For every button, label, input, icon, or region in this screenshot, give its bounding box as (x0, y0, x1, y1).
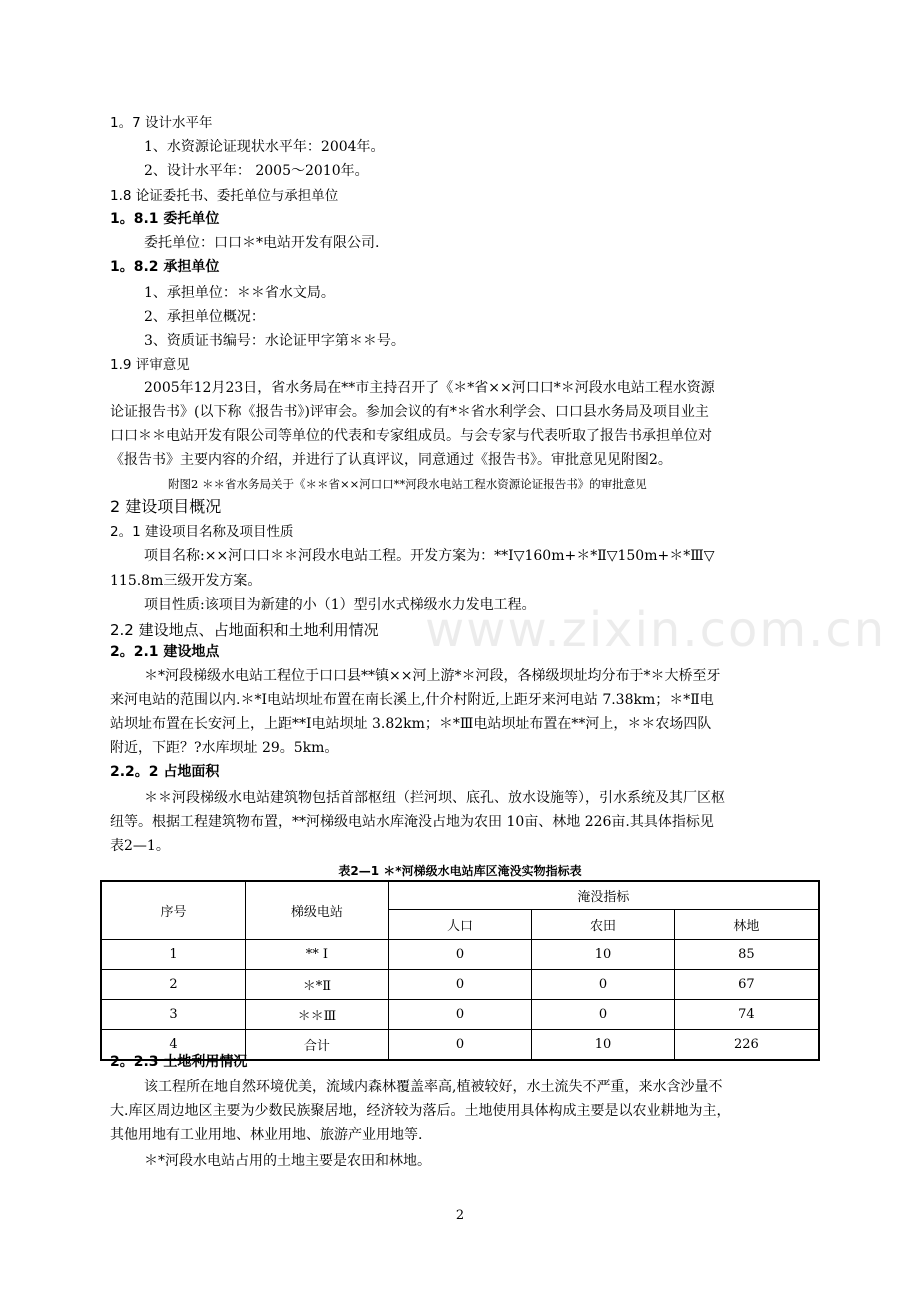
heading-1-7: 1。7 设计水平年 (110, 115, 213, 131)
table-header-row (101, 881, 819, 910)
header-population: 人口 (388, 910, 532, 940)
cell-forest: 226 (674, 1030, 819, 1061)
watermark: www.zixin.com.cn (425, 602, 887, 658)
header-station: 梯级电站 (246, 881, 389, 940)
heading-1-8-1: 1。8.1 委托单位 (110, 211, 220, 227)
header-inundation: 淹没指标 (388, 881, 819, 910)
heading-1-8-2: 1。8.2 承担单位 (110, 259, 220, 275)
cell-forest: 85 (674, 940, 819, 970)
cell-population: 0 (388, 1000, 532, 1030)
paragraph: 115.8m三级开发方案。 (110, 573, 262, 589)
heading-2-2: 2.2 建设地点、占地面积和土地利用情况 (110, 621, 379, 639)
heading-2-1: 2。1 建设项目名称及项目性质 (110, 524, 294, 540)
paragraph: 站坝址布置在长安河上，上距**Ⅰ电站坝址 3.82km；＊*Ⅲ电站坝址布置在**河上，＊＊农场四队 (110, 716, 712, 732)
paragraph: 1、承担单位：＊＊省水文局。 (144, 285, 335, 301)
cell-station: 合计 (246, 1030, 389, 1061)
paragraph: 大.库区周边地区主要为少数民族聚居地，经济较为落后。土地使用具体构成主要是以农业耕地为主， (110, 1103, 731, 1119)
cell-station: ＊＊Ⅲ (246, 1000, 389, 1030)
table-caption: 表2—1 ＊*河梯级水电站库区淹没实物指标表 (338, 864, 582, 878)
header-forest: 林地 (674, 910, 819, 940)
cell-station: ＊*Ⅱ (246, 970, 389, 1000)
cell-farmland: 10 (532, 1030, 675, 1061)
cell-seq: 3 (101, 1000, 246, 1030)
paragraph: 附近，下距？?水库坝址 29。5km。 (110, 740, 339, 756)
cell-farmland: 10 (532, 940, 675, 970)
header-seq: 序号 (101, 881, 246, 940)
cell-farmland: 0 (532, 970, 675, 1000)
table-row (101, 940, 819, 970)
heading-2-2-3: 2。2.3 土地利用情况 (110, 1054, 248, 1070)
inundation-table (100, 880, 820, 1061)
heading-2-2-1: 2。2.1 建设地点 (110, 644, 220, 660)
paragraph: 论证报告书》(以下称《报告书》)评审会。参加会议的有*＊省水利学会、口口县水务局及项目业主 (110, 404, 709, 420)
cell-forest: 67 (674, 970, 819, 1000)
paragraph: 3、资质证书编号：水论证甲字第＊＊号。 (144, 333, 405, 349)
cell-seq: 4 (101, 1030, 246, 1061)
paragraph: 《报告书》主要内容的介绍，并进行了认真评议，同意通过《报告书》。审批意见见附图2。 (110, 452, 672, 468)
paragraph: 项目名称:××河口口＊＊河段水电站工程。开发方案为：**Ⅰ▽160m+＊*Ⅱ▽150m+＊*Ⅲ▽ (144, 548, 715, 564)
paragraph: 口口＊＊电站开发有限公司等单位的代表和专家组成员。与会专家与代表听取了报告书承担单位对 (110, 428, 712, 444)
cell-seq: 2 (101, 970, 246, 1000)
paragraph: ＊*河段梯级水电站工程位于口口县**镇××河上游*＊河段，各梯级坝址均分布于*＊大桥至牙 (144, 668, 721, 684)
table-row (101, 1000, 819, 1030)
paragraph: 2、设计水平年： 2005～2010年。 (144, 163, 369, 179)
cell-population: 0 (388, 1030, 532, 1061)
paragraph: 2005年12月23日，省水务局在**市主持召开了《＊*省××河口口*＊河段水电站工程水资源 (144, 380, 715, 396)
cell-population: 0 (388, 940, 532, 970)
paragraph: 其他用地有工业用地、林业用地、旅游产业用地等. (110, 1127, 423, 1143)
cell-station: ** Ⅰ (246, 940, 389, 970)
heading-1-8: 1.8 论证委托书、委托单位与承担单位 (110, 188, 339, 204)
figure-caption: 附图2 ＊＊省水务局关于《＊＊省××河口口**河段水电站工程水资源论证报告书》的审批意见 (168, 477, 647, 491)
paragraph: 委托单位：口口＊*电站开发有限公司. (144, 235, 380, 251)
paragraph: 1、水资源论证现状水平年：2004年。 (144, 139, 385, 155)
header-farmland: 农田 (532, 910, 675, 940)
heading-2: 2 建设项目概况 (110, 497, 222, 516)
table-row (101, 970, 819, 1000)
paragraph: ＊＊河段梯级水电站建筑物包括首部枢纽（拦河坝、底孔、放水设施等），引水系统及其厂区枢 (144, 790, 725, 806)
heading-2-2-2: 2.2。2 占地面积 (110, 764, 220, 780)
cell-seq: 1 (101, 940, 246, 970)
paragraph: 纽等。根据工程建筑物布置，**河梯级电站水库淹没占地为农田 10亩、林地 226亩.其具体指标见 (110, 814, 714, 830)
cell-population: 0 (388, 970, 532, 1000)
paragraph: 该工程所在地自然环境优美，流域内森林覆盖率高,植被较好，水土流失不严重，来水含沙量不 (144, 1079, 723, 1095)
cell-forest: 74 (674, 1000, 819, 1030)
paragraph: 2、承担单位概况： (144, 309, 265, 325)
paragraph: 来河电站的范围以内.＊*Ⅰ电站坝址布置在南长溪上,什介村附近,上距牙来河电站 7.38km；＊*Ⅱ电 (110, 692, 714, 708)
paragraph: 表2—1。 (110, 838, 170, 854)
paragraph: ＊*河段水电站占用的土地主要是农田和林地。 (144, 1153, 431, 1169)
cell-farmland: 0 (532, 1000, 675, 1030)
heading-1-9: 1.9 评审意见 (110, 357, 190, 373)
page-number: 2 (455, 1208, 465, 1223)
paragraph: 项目性质:该项目为新建的小（1）型引水式梯级水力发电工程。 (144, 597, 536, 613)
